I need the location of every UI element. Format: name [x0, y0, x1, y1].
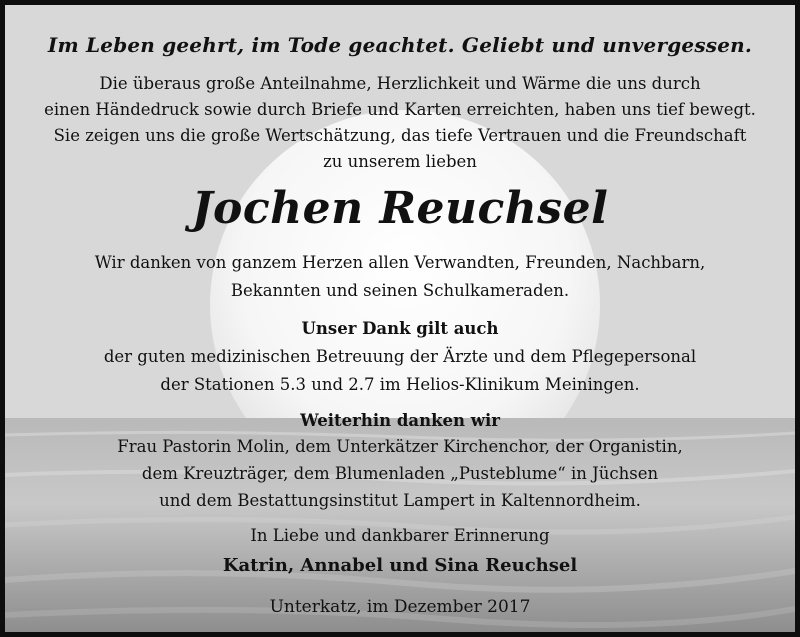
- thanks-line: Bekannten und seinen Schulkameraden.: [230, 281, 570, 300]
- intro-line: einen Händedruck sowie durch Briefe und Karten erreichten, haben uns tief bewegt.: [44, 100, 756, 119]
- intro-line: Sie zeigen uns die große Wertschätzung, das tiefe Vertrauen und die Freundschaft: [53, 126, 747, 145]
- section2-line: der Stationen 5.3 und 2.7 im Helios-Klinikum Meiningen.: [160, 375, 640, 394]
- section3-heading: Weiterhin danken wir: [300, 411, 500, 430]
- section3-line: dem Kreuzträger, dem Blumenladen „Pusteblume“ in Jüchsen: [141, 464, 659, 483]
- section3-line: Frau Pastorin Molin, dem Unterkätzer Kirchenchor, der Organistin,: [117, 437, 683, 456]
- headline: Im Leben geehrt, im Tode geachtet. Geliebt und unvergessen.: [47, 33, 753, 57]
- section3-line: und dem Bestattungsinstitut Lampert in Kaltennordheim.: [159, 491, 641, 510]
- deceased-name: Jochen Reuchsel: [191, 183, 609, 234]
- section2-line: der guten medizinischen Betreuung der Ärzte und dem Pflegepersonal: [103, 347, 697, 366]
- section2-heading: Unser Dank gilt auch: [301, 319, 499, 338]
- closing-line: In Liebe und dankbarer Erinnerung: [250, 526, 550, 545]
- intro-line: zu unserem lieben: [323, 152, 477, 171]
- place-date: Unterkatz, im Dezember 2017: [269, 597, 531, 617]
- thanks-line: Wir danken von ganzem Herzen allen Verwandten, Freunden, Nachbarn,: [94, 253, 706, 272]
- signatories: Katrin, Annabel und Sina Reuchsel: [222, 555, 578, 576]
- intro-line: Die überaus große Anteilnahme, Herzlichkeit und Wärme die uns durch: [99, 74, 701, 93]
